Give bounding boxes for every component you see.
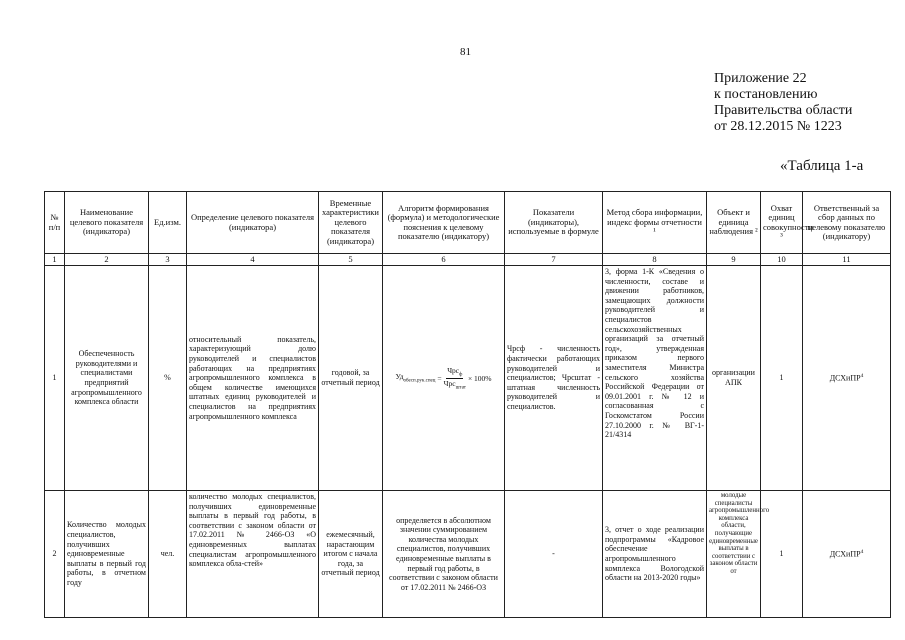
header-cell: Алгоритм формирования (формула) и методологические пояснения к целевому показателю (индикатору) xyxy=(383,192,505,254)
coverage: 1 xyxy=(761,491,803,618)
unit: % xyxy=(149,266,187,491)
page-number: 81 xyxy=(460,46,471,58)
column-number: 9 xyxy=(707,254,761,266)
unit: чел. xyxy=(149,491,187,618)
appendix-line-4: от 28.12.2015 № 1223 xyxy=(714,119,842,134)
responsible: ДСХиПР$^4$ xyxy=(803,491,891,618)
header-row xyxy=(45,192,891,254)
column-number: 6 xyxy=(383,254,505,266)
column-number: 11 xyxy=(803,254,891,266)
formula-indicators: Чрсф - численность фактически работающих руководителей и специалистов; Чрсштат - штатная численность руководителей и специалистов. xyxy=(505,266,603,491)
column-number: 7 xyxy=(505,254,603,266)
indicators-table xyxy=(44,191,891,618)
observation-object: молодые специалисты агропромышленного комплекса области, получающие единовременные выплаты в соответствии с законом области от xyxy=(707,491,761,618)
header-cell: Показатели (индикаторы), используемые в формуле xyxy=(505,192,603,254)
table-row xyxy=(45,491,891,618)
column-number-row xyxy=(45,254,891,266)
formula: $Уд_{обесп.рук.спец}$ = $\frac{Чрс_ф}{Чрс_{штат}}$ × 100% xyxy=(395,366,492,390)
time-characteristics: годовой, за отчетный период xyxy=(319,266,383,491)
column-number: 10 xyxy=(761,254,803,266)
appendix-header xyxy=(714,71,852,135)
indicator-definition: относительный показатель, характеризующий долю руководителей и специалистов работающих на предприятиях агропромышленного комплекса в общем количестве имеющихся штатных единиц руководителей и специалистов на предприятиях агропромышленного комплекса xyxy=(187,266,319,491)
header-cell: Ед.изм. xyxy=(149,192,187,254)
row-number: 2 xyxy=(45,491,65,618)
table-label: «Таблица 1-а xyxy=(780,158,864,174)
column-number: 4 xyxy=(187,254,319,266)
header-cell: Ответственный за сбор данных по целевому показателю (индикатору) xyxy=(803,192,891,254)
formula-indicators: - xyxy=(505,491,603,618)
header-cell: Объект и единица наблюдения ² xyxy=(707,192,761,254)
header-cell: № п/п xyxy=(45,192,65,254)
column-number: 8 xyxy=(603,254,707,266)
header-cell: Временные характеристики целевого показателя (индикатора) xyxy=(319,192,383,254)
appendix-line-1: Приложение 22 xyxy=(714,71,807,86)
collection-method: 3, форма 1-К «Сведения о численности, составе и движении работников, замещающих должности руководителей и специалистов сельскохозяйственных организаций за отчетный год», утвержденная приказом первого заместителя Министра сельского хозяйства Российской Федерации от 09.01.2001 г. № 12 и согласованная с Госкомстатом России 27.10.2000 г. № ВГ-1-21/4314 xyxy=(603,266,707,491)
indicator-name: Обеспеченность руководителями и специалистами предприятий агропромышленного комплекса области xyxy=(65,266,149,491)
indicator-definition: количество молодых специалистов, получивших единовременные выплаты в первый год работы, в соответствии с законом области от 17.02.2011 № 2466-ОЗ «О единовременных выплатах специалистам агропромышленного комплекса обла-стей» xyxy=(187,491,319,618)
column-number: 5 xyxy=(319,254,383,266)
formula-cell xyxy=(383,266,505,491)
collection-method: 3, отчет о ходе реализации подпрограммы «Кадровое обеспечение агропромышленного комплекса Вологодской области на 2013-2020 годы» xyxy=(603,491,707,618)
header-cell: Наименование целевого показателя (индикатора) xyxy=(65,192,149,254)
appendix-line-2: к постановлению xyxy=(714,87,818,102)
header-cell: Охват единиц совокупности ³ xyxy=(761,192,803,254)
header-cell: Метод сбора информации, индекс формы отчетности ¹ xyxy=(603,192,707,254)
indicator-name: Количество молодых специалистов, получивших единовременные выплаты в первый год работы, в отчетном году xyxy=(65,491,149,618)
header-cell: Определение целевого показателя (индикатора) xyxy=(187,192,319,254)
column-number: 2 xyxy=(65,254,149,266)
observation-object: организации АПК xyxy=(707,266,761,491)
formula-lhs: $Уд_{обесп.рук.спец}$ xyxy=(395,372,436,384)
formula-description: определяется в абсолютном значении суммированием количества молодых специалистов, получивших единовременные выплаты в первый год работы, в соответствии с законом области от 17.02.2011 № 2466-ОЗ xyxy=(383,491,505,618)
column-number: 1 xyxy=(45,254,65,266)
formula-fraction: $\frac{Чрс_ф}{Чрс_{штат}}$ xyxy=(443,366,466,390)
column-number: 3 xyxy=(149,254,187,266)
formula-multiplier: × 100% xyxy=(467,373,492,383)
table-row xyxy=(45,266,891,491)
coverage: 1 xyxy=(761,266,803,491)
appendix-line-3: Правительства области xyxy=(714,103,853,118)
responsible: ДСХиПР$^4$ xyxy=(803,266,891,491)
row-number: 1 xyxy=(45,266,65,491)
time-characteristics: ежемесячный, нарастающим итогом с начала года, за отчетный период xyxy=(319,491,383,618)
